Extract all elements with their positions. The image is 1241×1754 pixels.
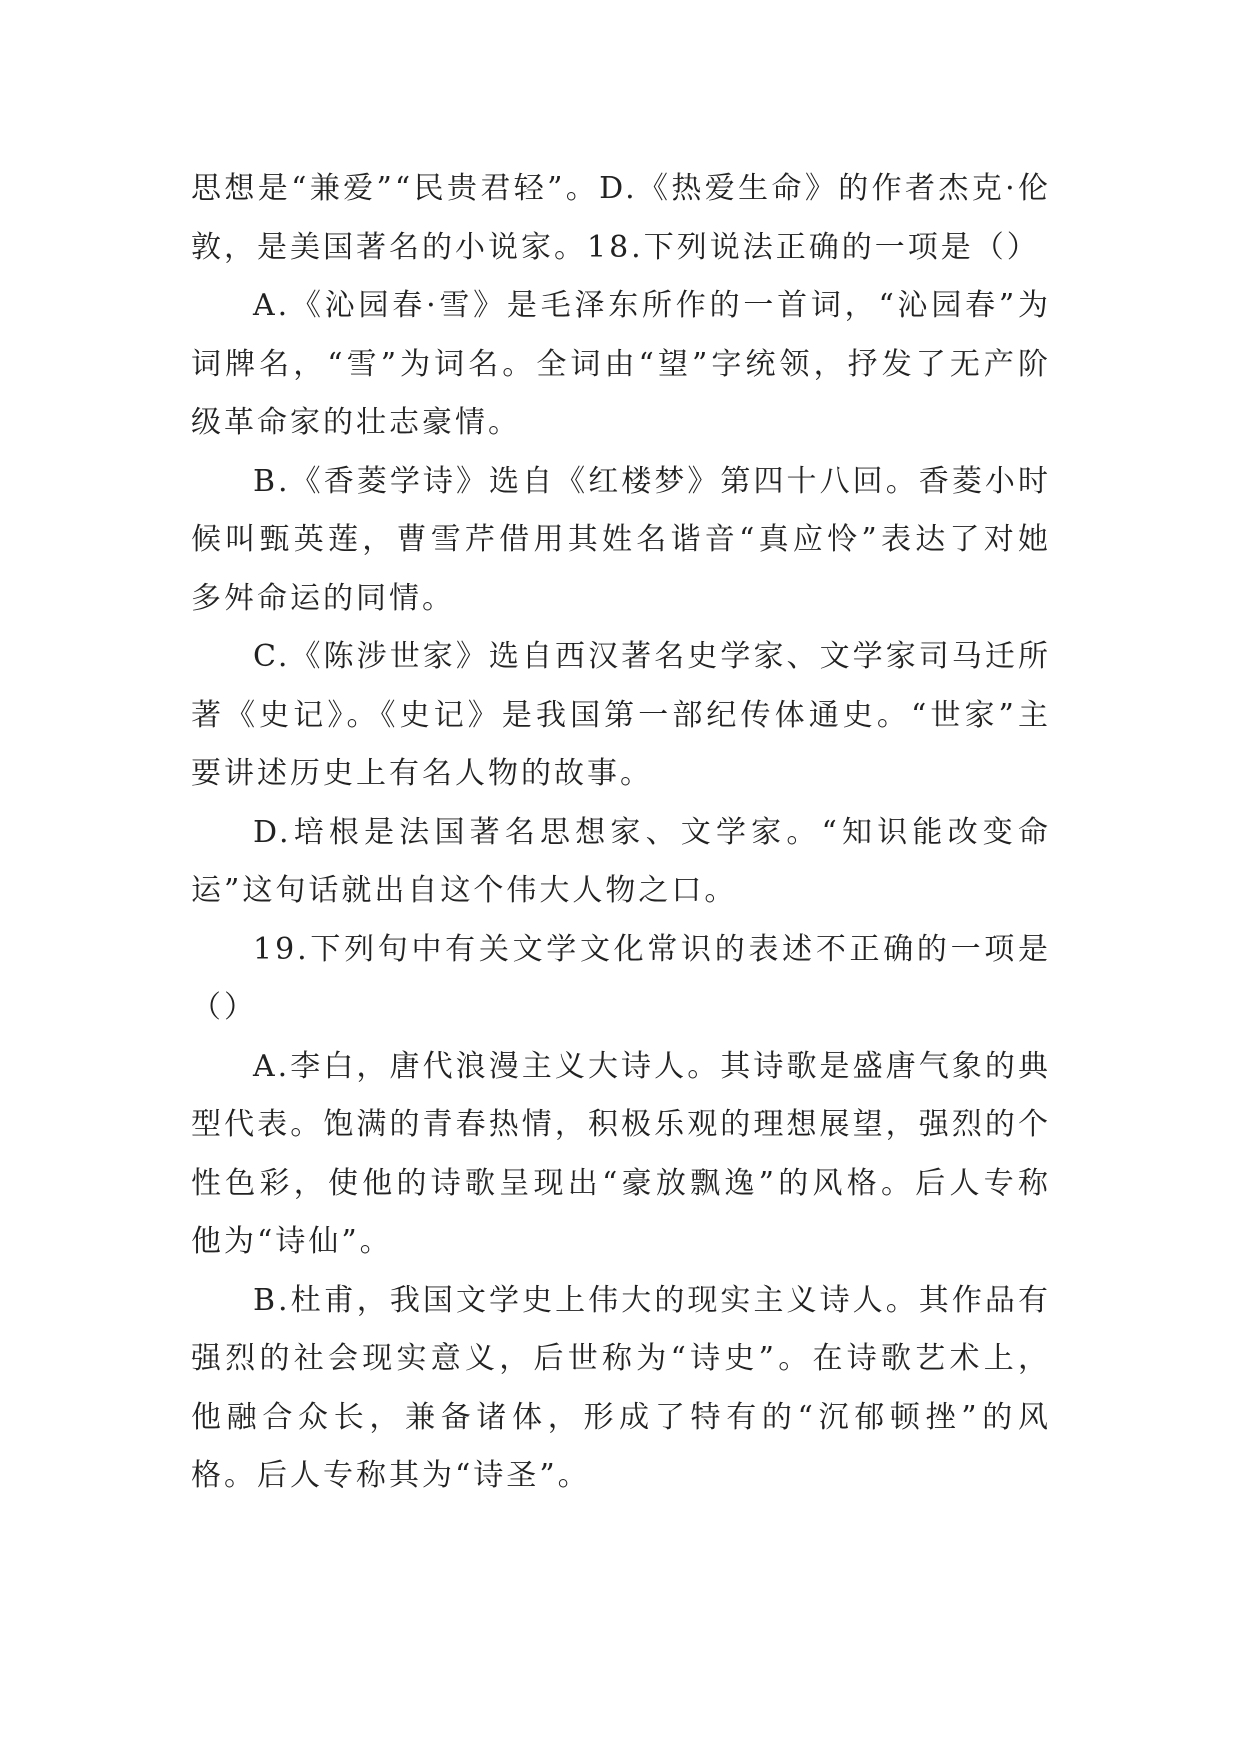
paragraph-q18-option-a: A.《沁园春·雪》是毛泽东所作的一首词，“沁园春”为词牌名，“雪”为词名。全词由“望”字统领，抒发了无产阶级革命家的壮志豪情。	[191, 288, 1051, 440]
paragraph-q18-option-d: D.培根是法国著名思想家、文学家。“知识能改变命运”这句话就出自这个伟大人物之口。	[191, 814, 1051, 908]
paragraph-q19-option-a: A.李白，唐代浪漫主义大诗人。其诗歌是盛唐气象的典型代表。饱满的青春热情，积极乐观的理想展望，强烈的个性色彩，使他的诗歌呈现出“豪放飘逸”的风格。后人专称他为“诗仙”。	[191, 1048, 1051, 1259]
paragraph-continuation-q18: 思想是“兼爱”“民贵君轻”。D.《热爱生命》的作者杰克·伦敦，是美国著名的小说家。18.下列说法正确的一项是（）	[191, 171, 1051, 265]
paragraph-q19-stem: 19.下列句中有关文学文化常识的表述不正确的一项是（）	[191, 931, 1051, 1025]
document-body	[191, 160, 1051, 1506]
paragraph-q18-option-c: C.《陈涉世家》选自西汉著名史学家、文学家司马迁所著《史记》。《史记》是我国第一部纪传体通史。“世家”主要讲述历史上有名人物的故事。	[191, 639, 1051, 791]
paragraph-q19-option-b: B.杜甫，我国文学史上伟大的现实主义诗人。其作品有强烈的社会现实意义，后世称为“诗史”。在诗歌艺术上，他融合众长，兼备诸体，形成了特有的“沉郁顿挫”的风格。后人专称其为“诗圣”。	[191, 1282, 1051, 1493]
paragraph-q18-option-b: B.《香菱学诗》选自《红楼梦》第四十八回。香菱小时候叫甄英莲，曹雪芹借用其姓名谐音“真应怜”表达了对她多舛命运的同情。	[191, 463, 1051, 616]
